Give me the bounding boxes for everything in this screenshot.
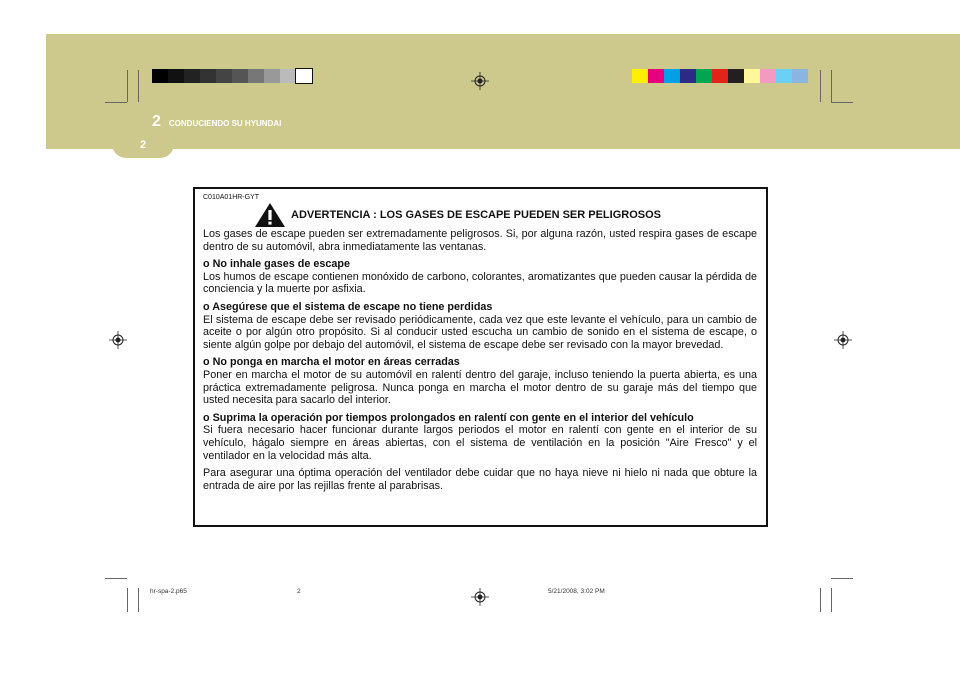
color-swatch	[712, 69, 728, 83]
color-swatch	[648, 69, 664, 83]
color-swatch	[200, 69, 216, 83]
item-body: Poner en marcha el motor de su automóvil en ralentí dentro del garaje, incluso teniendo la puerta abierta, es una práctica extremadamente peligrosa. Nunca ponga en marcha el motor dentro de su garaje más del tiempo que usted necesita para sacarlo del interior.	[203, 368, 757, 407]
page-tab-number: 2	[139, 139, 147, 151]
color-swatch	[264, 69, 280, 83]
footer-page: 2	[297, 588, 301, 595]
color-swatch	[680, 69, 696, 83]
grayscale-color-bar	[152, 69, 312, 83]
chapter-heading	[152, 114, 281, 130]
item-body: Los humos de escape contienen monóxido de carbono, colorantes, aromatizantes que pueden causar la pérdida de conciencia y la muerte por asfixia.	[203, 270, 757, 296]
crop-mark	[820, 588, 821, 612]
crop-mark	[831, 70, 832, 102]
color-swatch	[664, 69, 680, 83]
color-swatch	[296, 69, 312, 83]
item-heading: o No inhale gases de escape	[203, 258, 351, 271]
item-heading: o Suprima la operación por tiempos prolongados en ralentí con gente en el interior del vehículo	[203, 411, 694, 424]
chapter-number: 2	[152, 113, 161, 130]
color-swatch	[728, 69, 744, 83]
color-swatch	[232, 69, 248, 83]
crop-mark	[831, 102, 853, 103]
color-swatch	[216, 69, 232, 83]
chapter-title: CONDUCIENDO SU HYUNDAI	[168, 119, 282, 128]
registration-mark-icon	[109, 331, 127, 349]
color-swatch	[776, 69, 792, 83]
crop-mark	[831, 578, 853, 579]
crop-mark	[105, 578, 127, 579]
warning-intro: Los gases de escape pueden ser extremadamente peligrosos. Si, por alguna razón, usted respira gases de escape dentro de su automóvil, abra inmediatamente las ventanas.	[203, 228, 757, 253]
warning-title: ADVERTENCIA : LOS GASES DE ESCAPE PUEDEN SER PELIGROSOS	[291, 209, 661, 221]
registration-mark-icon	[834, 331, 852, 349]
item-heading: o No ponga en marcha el motor en áreas cerradas	[203, 356, 460, 369]
crop-mark	[138, 70, 139, 102]
warning-header	[203, 202, 757, 228]
color-swatch	[152, 69, 168, 83]
warning-closing: Para asegurar una óptima operación del ventilador debe cuidar que no haya nieve ni hielo ni nada que obture la entrada de aire por las rejillas frente al parabrisas.	[203, 467, 757, 492]
registration-mark-icon	[471, 588, 489, 606]
color-swatch	[760, 69, 776, 83]
color-swatch	[744, 69, 760, 83]
color-swatch	[632, 69, 648, 83]
color-swatch	[792, 69, 808, 83]
footer-timestamp: 5/21/2008, 3:02 PM	[548, 588, 605, 595]
footer-filename: hr-spa-2.p65	[150, 588, 187, 595]
color-swatch	[184, 69, 200, 83]
crop-mark	[127, 70, 128, 102]
crop-mark	[831, 588, 832, 612]
color-swatch	[280, 69, 296, 83]
registration-mark-icon	[471, 72, 489, 90]
crop-mark	[138, 588, 139, 612]
color-swatch	[248, 69, 264, 83]
header-band	[46, 34, 960, 149]
section-code: C010A01HR-GYT	[203, 194, 260, 201]
crop-mark	[820, 70, 821, 102]
warning-triangle-icon	[254, 202, 286, 228]
item-body: El sistema de escape debe ser revisado periódicamente, cada vez que este levante el vehículo, para un cambio de aceite o por algún otro propósito. Si al conducir usted escucha un cambio de sonido en el sistema de escape, o siente algún golpe por debajo del automóvil, el sistema de escape debe ser revisado con la mayor brevedad.	[203, 313, 757, 351]
item-heading: o Asegúrese que el sistema de escape no tiene perdidas	[203, 300, 493, 313]
warning-panel	[193, 187, 768, 527]
process-color-bar	[632, 69, 808, 83]
crop-mark	[105, 102, 127, 103]
color-swatch	[168, 69, 184, 83]
item-body: Si fuera necesario hacer funcionar durante largos periodos el motor en ralentí con gente en el interior de su vehículo, hágalo siempre en áreas abiertas, con el sistema de ventilación en la posición "Aire Fresco" y el ventilador en la velocidad más alta.	[203, 424, 757, 462]
page-tab	[112, 136, 174, 158]
color-swatch	[696, 69, 712, 83]
crop-mark	[127, 588, 128, 612]
